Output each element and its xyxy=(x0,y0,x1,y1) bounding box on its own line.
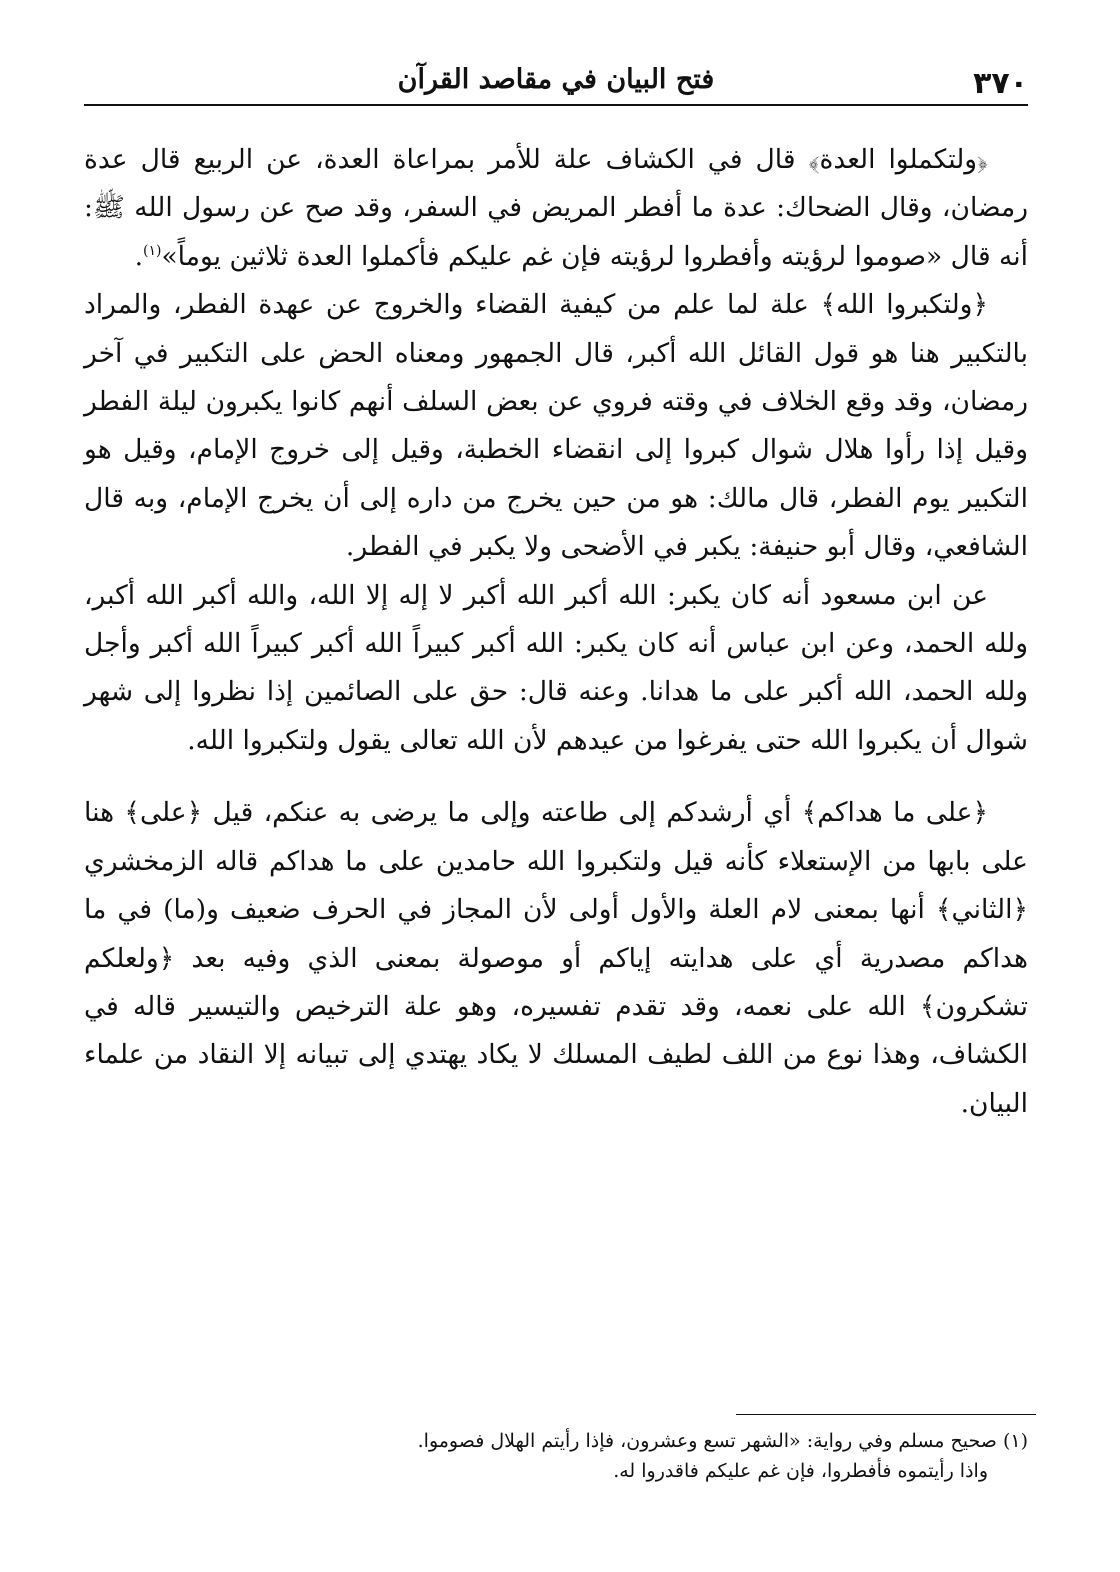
page-header xyxy=(84,60,1028,100)
paragraph-1-end: . xyxy=(134,240,143,272)
footnote-reference: (١) xyxy=(143,242,162,259)
paragraph-3: عن ابن مسعود أنه كان يكبر: الله أكبر الله أكبر لا إله إلا الله، والله أكبر الله أكبر، ولله الحمد، وعن ابن عباس أنه كان يكبر: الله أكبر كبيراً الله أكبر كبيراً الله أكبر وأجل ولله الحمد، الله أكبر على ما هدانا. وعنه قال: حق على الصائمين إذا نظروا إلى شهر شوال أن يكبروا الله حتى يفرغوا من عيدهم لأن الله تعالى يقول ولتكبروا الله. xyxy=(84,579,1028,756)
footnote-1: (١) صحيح مسلم وفي رواية: «الشهر تسع وعشرون، فإذا رأيتم الهلال فصوموا. xyxy=(417,1430,1028,1452)
header-rule xyxy=(84,104,1028,106)
running-title: فتح البيان في مقاصد القرآن xyxy=(397,64,715,95)
footnote-1-continuation: واذا رأيتموه فأفطروا، فإن غم عليكم فاقدروا له. xyxy=(613,1460,988,1482)
paragraph-1-text: ﴿ولتكملوا العدة﴾ قال في الكشاف علة للأمر بمراعاة العدة، عن الربيع قال عدة رمضان، وقال الضحاك: عدة ما أفطر المريض في السفر، وقد صح عن رسول الله ﷺ: أنه قال «صوموا لرؤيته وأفطروا لرؤيته فإن غم عليكم فأكملوا العدة ثلاثين يوماً» xyxy=(84,144,1028,272)
paragraph-4: ﴿على ما هداكم﴾ أي أرشدكم إلى طاعته وإلى ما يرضى به عنكم، قيل ﴿على﴾ هنا على بابها من الإستعلاء كأنه قيل ولتكبروا الله حامدين على ما هداكم قاله الزمخشري ﴿الثاني﴾ أنها بمعنى لام العلة والأول أولى لأن المجاز في الحرف ضعيف و(ما) في ما هداكم مصدرية أي على هدايته إياكم أو موصولة بمعنى الذي وفيه بعد ﴿ولعلكم تشكرون﴾ الله على نعمه، وقد تقدم تفسيره، وهو علة الترخيص والتيسير قاله في الكشاف، وهذا نوع من اللف لطيف المسلك لا يكاد يهتدي إلى تبيانه إلا النقاد من علماء البيان. xyxy=(84,797,1028,1119)
footnotes xyxy=(84,1426,1028,1486)
paragraph-1 xyxy=(84,136,1028,281)
page-number: ٣٧٠ xyxy=(973,66,1028,101)
paragraph-2: ﴿ولتكبروا الله﴾ علة لما علم من كيفية القضاء والخروج عن عهدة الفطر، والمراد بالتكبير هنا هو قول القائل الله أكبر، قال الجمهور ومعناه الحض على التكبير في آخر رمضان، وقد وقع الخلاف في وقته فروي عن بعض السلف أنهم كانوا يكبرون ليلة الفطر وقيل إذا رأوا هلال شوال كبروا إلى انقضاء الخطبة، وقيل إلى خروج الإمام، وقيل هو التكبير يوم الفطر، قال مالك: هو من حين يخرج من داره إلى أن يخرج الإمام، وبه قال الشافعي، وقال أبو حنيفة: يكبر في الأضحى ولا يكبر في الفطر. xyxy=(84,289,1028,563)
footnote-rule xyxy=(736,1414,1036,1415)
main-text xyxy=(84,136,1028,1128)
